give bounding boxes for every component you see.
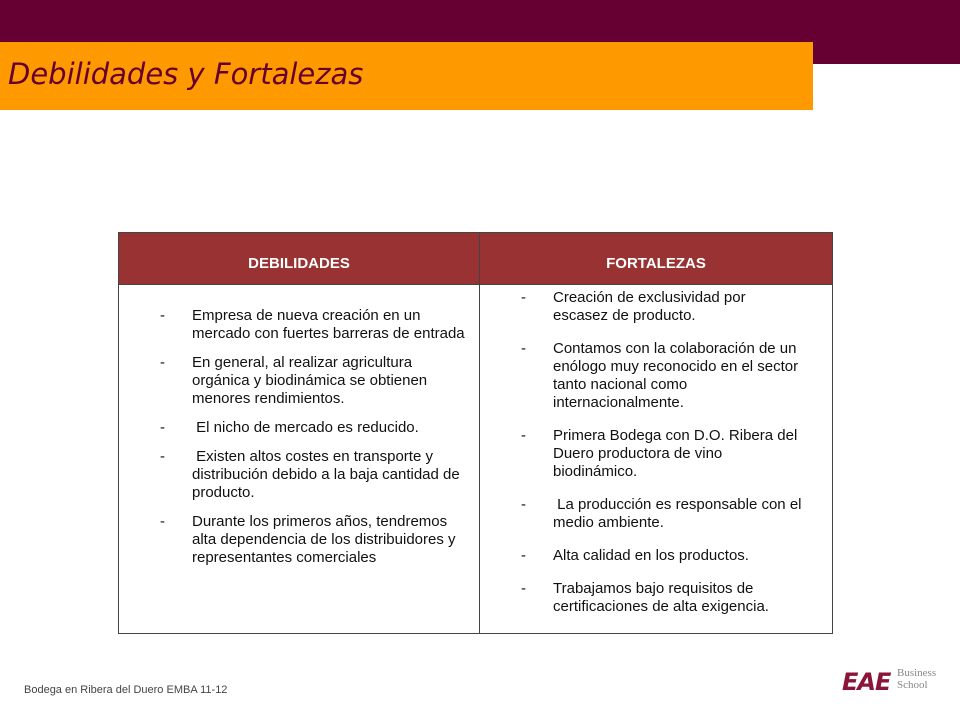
bullet-dash: -	[160, 448, 165, 465]
fortaleza-text: Trabajamos bajo requisitos de certificaciones de alta exigencia.	[553, 580, 769, 615]
bullet-dash: -	[160, 419, 165, 436]
fortaleza-item	[480, 427, 832, 481]
fortaleza-item	[480, 340, 832, 412]
debilidad-text: Empresa de nueva creación en un mercado con fuertes barreras de entrada	[192, 307, 465, 342]
debilidad-item	[119, 513, 479, 567]
debilidad-item	[119, 419, 479, 437]
logo-line-2: School	[897, 679, 928, 691]
bullet-dash: -	[521, 289, 526, 306]
bullet-dash: -	[521, 580, 526, 597]
fortalezas-header: FORTALEZAS	[480, 233, 832, 285]
fortaleza-text: Alta calidad en los productos.	[553, 547, 749, 564]
bullet-dash: -	[521, 427, 526, 444]
debilidad-text: El nicho de mercado es reducido.	[192, 419, 419, 436]
swot-table	[118, 232, 833, 634]
footer-note: Bodega en Ribera del Duero EMBA 11-12	[24, 684, 228, 696]
bullet-dash: -	[521, 340, 526, 357]
debilidad-item	[119, 354, 479, 408]
debilidad-text: Existen altos costes en transporte y distribución debido a la baja cantidad de producto.	[192, 448, 460, 501]
fortaleza-text: Contamos con la colaboración de un enólogo muy reconocido en el sector tanto nacional como internacionalmente.	[553, 340, 799, 411]
debilidades-header: DEBILIDADES	[119, 233, 479, 285]
fortalezas-column	[480, 233, 832, 633]
debilidad-item	[119, 307, 479, 343]
fortaleza-item	[480, 580, 832, 616]
fortaleza-item	[480, 496, 832, 532]
logo-text	[897, 667, 936, 691]
debilidades-list	[119, 285, 479, 567]
bullet-dash: -	[160, 513, 165, 530]
logo-mark: EAE	[842, 668, 891, 696]
bullet-dash: -	[521, 496, 526, 513]
title-band	[0, 42, 813, 110]
fortaleza-item	[480, 289, 832, 325]
fortaleza-text: Creación de exclusividad por escasez de producto.	[553, 289, 746, 324]
fortalezas-list	[480, 285, 832, 616]
debilidad-text: Durante los primeros años, tendremos alta dependencia de los distribuidores y representantes comerciales	[192, 513, 456, 566]
debilidad-item	[119, 448, 479, 502]
debilidad-text: En general, al realizar agricultura orgánica y biodinámica se obtienen menores rendimientos.	[192, 354, 428, 407]
fortaleza-text: La producción es responsable con el medio ambiente.	[553, 496, 802, 531]
slide-title: Debilidades y Fortalezas	[8, 57, 364, 91]
fortaleza-item	[480, 547, 832, 565]
bullet-dash: -	[160, 307, 165, 324]
logo-line-1: Business	[897, 667, 937, 679]
bullet-dash: -	[160, 354, 165, 371]
fortaleza-text: Primera Bodega con D.O. Ribera del Duero productora de vino biodinámico.	[553, 427, 798, 480]
debilidades-column	[119, 233, 480, 633]
eae-logo	[842, 666, 937, 698]
bullet-dash: -	[521, 547, 526, 564]
